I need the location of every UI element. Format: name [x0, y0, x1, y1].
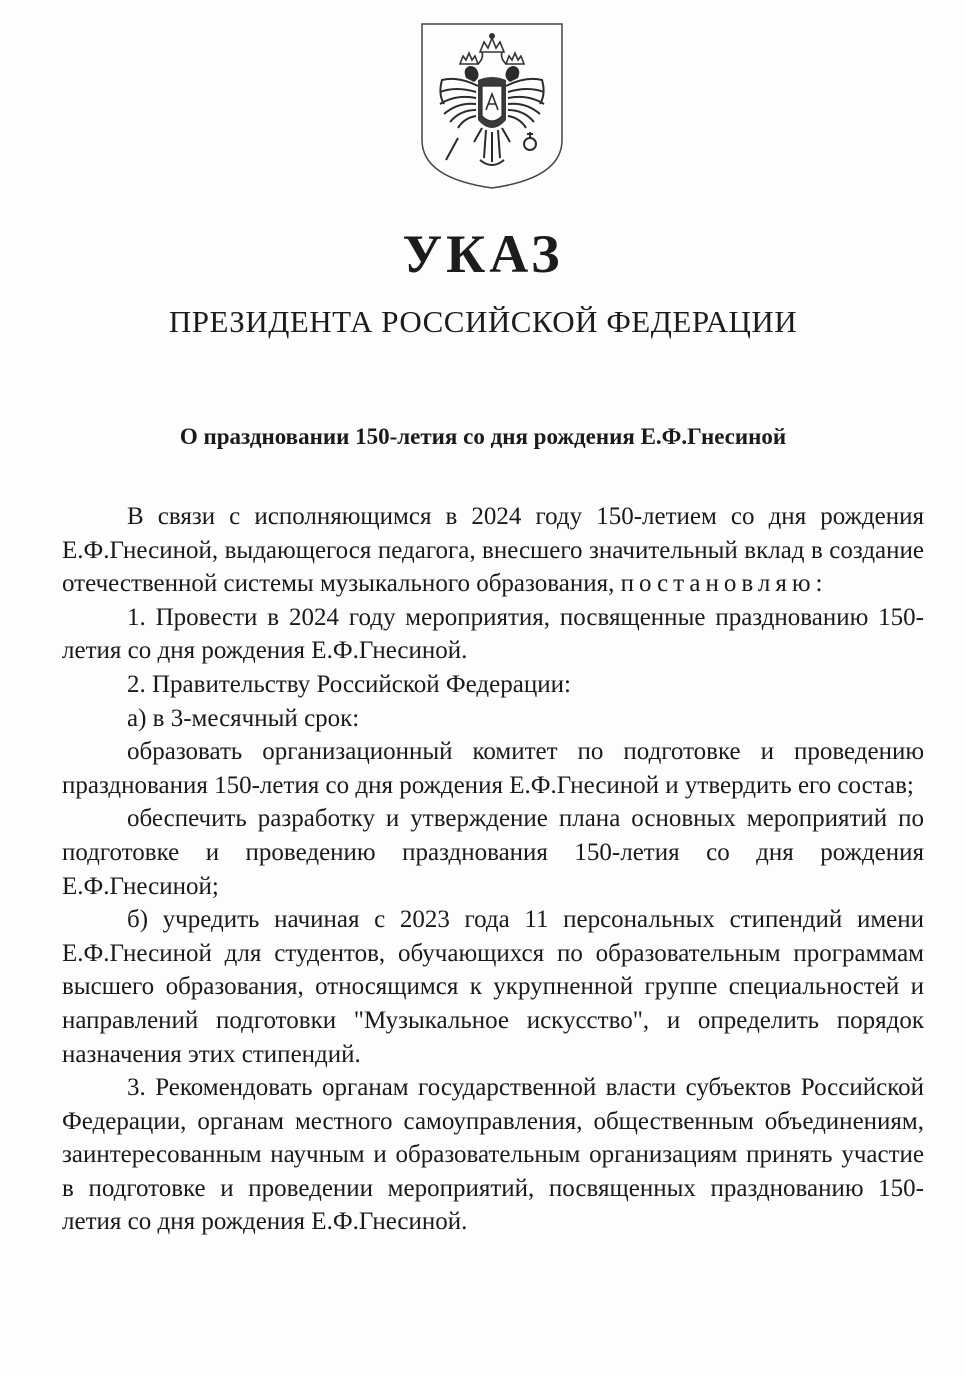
paragraph-2: 2. Правительству Российской Федерации: [127, 670, 571, 698]
preamble-paragraph [62, 500, 924, 601]
decree-subject: О праздновании 150-летия со дня рождения Е.Ф.Гнесиной [179, 424, 787, 449]
russian-coat-of-arms-icon [418, 20, 566, 192]
document-title: УКАЗ [402, 224, 564, 284]
document-subtitle: ПРЕЗИДЕНТА РОССИЙСКОЙ ФЕДЕРАЦИИ [168, 304, 798, 339]
paragraph-2a-item-1: образовать организационный комитет по подготовке и проведению празднования 150-летия со дня рождения Е.Ф.Гнесиной и утвердить его состав; [62, 738, 924, 799]
preamble-text: В связи с исполняющимся в 2024 году 150-летием со дня рождения Е.Ф.Гнесиной, выдающегося педагога, внесшего значительный вклад в создание отечественной системы музыкального образования, [62, 503, 924, 598]
paragraph-2b: б) учредить начиная с 2023 года 11 персональных стипендий имени Е.Ф.Гнесиной для студентов, обучающихся по образовательным программам высшего образования, относящимся к укрупненной группе специальностей и направлений подготовки "Музыкальное искусство", и определить порядок назначения этих стипендий. [62, 906, 924, 1068]
decree-word: постановляю: [620, 570, 828, 598]
decree-body [62, 500, 924, 1239]
paragraph-2a-item-2: обеспечить разработку и утверждение плана основных мероприятий по подготовке и проведению празднования 150-летия со дня рождения Е.Ф.Гнесиной; [62, 805, 924, 900]
paragraph-2a: а) в 3-месячный срок: [127, 704, 360, 732]
paragraph-1: 1. Провести в 2024 году мероприятия, посвященные празднованию 150-летия со дня рождения Е.Ф.Гнесиной. [62, 603, 924, 665]
paragraph-3: 3. Рекомендовать органам государственной власти субъектов Российской Федерации, органам местного самоуправления, общественным объединениям, заинтересованным научным и образовательным организациям принять участие в подготовке и проведении мероприятий, посвященных празднованию 150-летия со дня рождения Е.Ф.Гнесиной. [62, 1074, 924, 1236]
